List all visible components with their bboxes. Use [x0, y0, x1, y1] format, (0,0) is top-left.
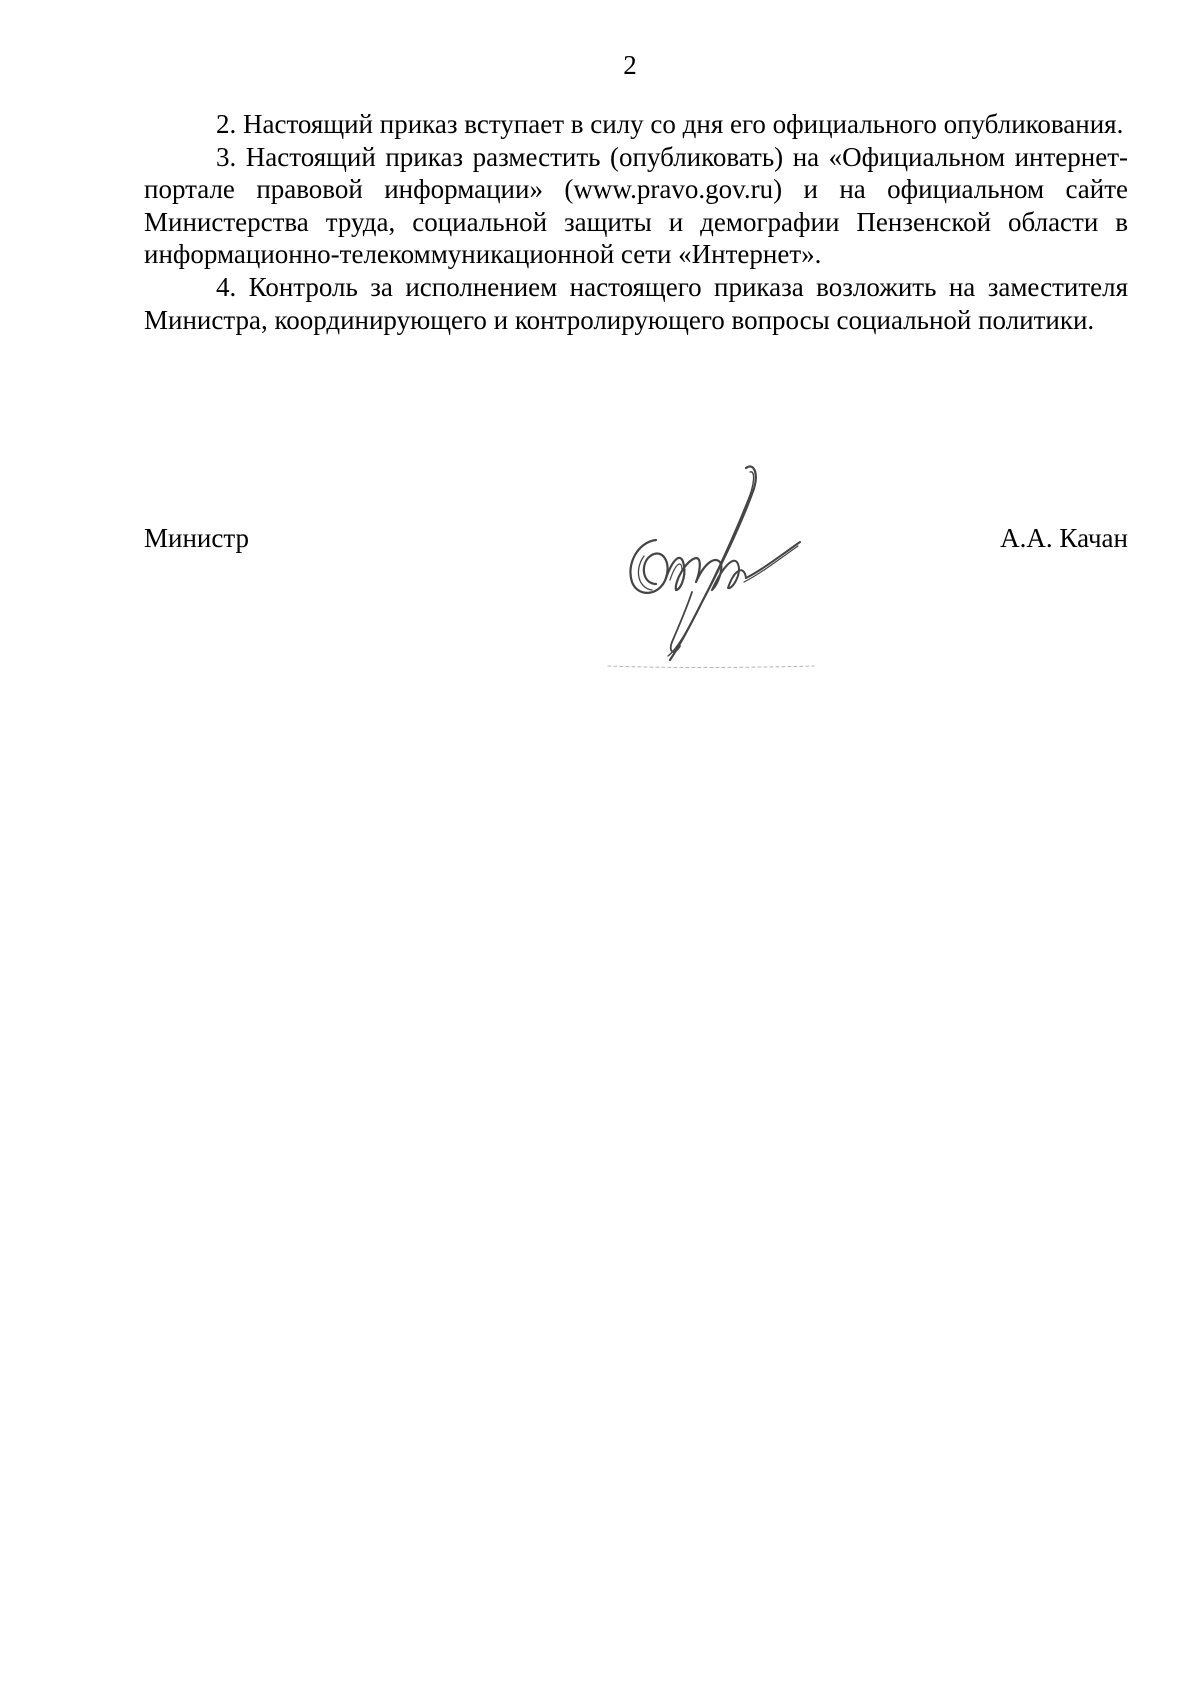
paragraph-item-2: 2. Настоящий приказ вступает в силу со дня его официального опубликования. — [216, 109, 1124, 139]
signatory-name: А.А. Качан — [1000, 523, 1128, 553]
handwritten-signature-icon — [604, 460, 824, 680]
document-body — [144, 108, 1128, 336]
paragraph-item-3: 3. Настоящий приказ разместить (опубликовать) на «Официальном интернет-портале правовой информации» (www.pravo.gov.ru) и на официальном сайте Министерства труда, социальной защиты и демографии Пензенской области в информационно-телекоммуникационной сети «Интернет». — [144, 141, 1128, 270]
page-number: 2 — [623, 50, 637, 80]
signatory-position: Министр — [144, 523, 249, 553]
paragraph-item-4: 4. Контроль за исполнением настоящего приказа возложить на заместителя Министра, координирующего и контролирующего вопросы социальной политики. — [144, 271, 1128, 335]
